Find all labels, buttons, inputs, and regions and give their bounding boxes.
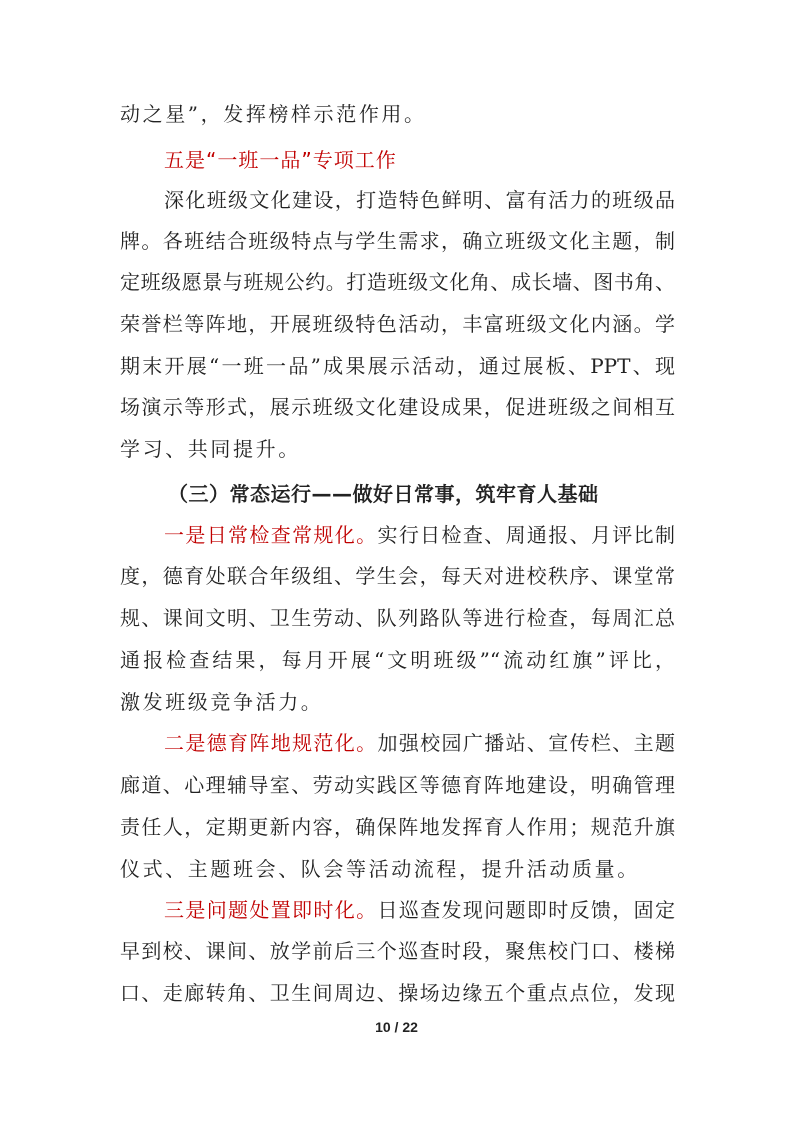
page-number: 10 / 22: [375, 1019, 418, 1035]
lead-phrase: 二是德育阵地规范化。: [164, 731, 378, 755]
paragraph-line: 口、走廊转角、卫生间周边、操场边缘五个重点点位，发现: [120, 981, 675, 1005]
paragraph-line: 度，德育处联合年级组、学生会，每天对进校秩序、课堂常: [120, 564, 675, 588]
paragraph-line: 牌。各班结合班级特点与学生需求，确立班级文化主题，制: [120, 229, 675, 253]
paragraph-line: 学习、共同提升。: [120, 437, 301, 461]
subheading-five: 五是“一班一品”专项工作: [164, 148, 397, 172]
paragraph-line: 责任人，定期更新内容，确保阵地发挥育人作用；规范升旗: [120, 815, 675, 839]
paragraph-line: 荣誉栏等阵地，开展班级特色活动，丰富班级文化内涵。学: [120, 312, 675, 336]
paragraph-line: 早到校、课间、放学前后三个巡查时段，聚焦校门口、楼梯: [120, 939, 675, 963]
paragraph-line: 激发班级竞争活力。: [120, 690, 324, 714]
paragraph-line: 廊道、心理辅导室、劳动实践区等德育阵地建设，明确管理: [120, 773, 675, 797]
lead-phrase: 三是问题处置即时化。: [164, 898, 378, 922]
lead-text: 实行日检查、周通报、月评比制: [377, 523, 676, 547]
paragraph-line-lead: [164, 729, 675, 757]
paragraph-line: 期末开展“一班一品”成果展示活动，通过展板、PPT、现: [120, 354, 675, 378]
lead-text: 日巡查发现问题即时反馈，固定: [377, 898, 676, 922]
section-heading: （三）常态运行——做好日常事，筑牢育人基础: [168, 482, 599, 506]
paragraph-line: 通报检查结果，每月开展“文明班级”“流动红旗”评比，: [120, 648, 675, 672]
paragraph-line: 场演示等形式，展示班级文化建设成果，促进班级之间相互: [120, 395, 675, 419]
paragraph-line-lead: [164, 521, 675, 549]
paragraph-line-lead: [164, 896, 675, 924]
lead-phrase: 一是日常检查常规化。: [164, 523, 378, 547]
paragraph-line: 动之星”，发挥榜样示范作用。: [120, 102, 427, 126]
paragraph-line: 仪式、主题班会、队会等活动流程，提升活动质量。: [120, 857, 640, 881]
paragraph-line: 定班级愿景与班规公约。打造班级文化角、成长墙、图书角、: [120, 270, 675, 294]
lead-text: 加强校园广播站、宣传栏、主题: [377, 731, 676, 755]
paragraph-line: 深化班级文化建设，打造特色鲜明、富有活力的班级品: [164, 188, 675, 212]
paragraph-line: 规、课间文明、卫生劳动、队列路队等进行检查，每周汇总: [120, 606, 675, 630]
